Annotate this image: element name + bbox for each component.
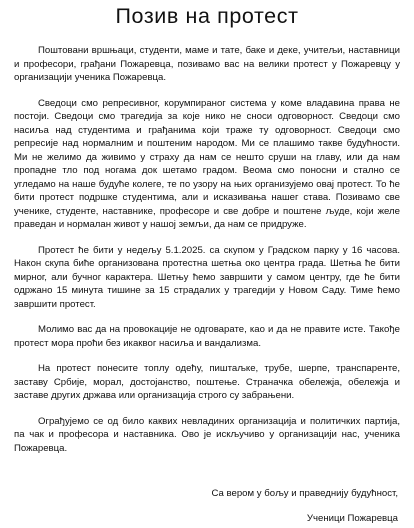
signature: Ученици Пожаревца [306, 513, 398, 524]
paragraph-invitation: Поштовани вршњаци, студенти, маме и тате, баке и деке, учитељи, наставници и професори, грађани Пожаревца, позивамо вас на велики протест у Пожаревцу у организацији ученика Пожаревца. [14, 45, 400, 83]
document-title: Позив на протест [115, 4, 299, 28]
paragraph-disclaimer: Ограђујемо се од било каквих невладиних организација и политичких партија, па чак и професора и наставника. Ово је искључиво у организацији нас, ученика Пожаревца. [14, 415, 400, 454]
paragraph-conduct: Молимо вас да на провокације не одговарате, као и да не правите исте. Такође протест мора проћи без икаквог насиља и вандализма. [14, 324, 400, 349]
paragraph-what-to-bring: На протест понесите топлу одећу, пиштаљке, трубе, шерпе, транспаренте, заставу Србије, морал, достојанство, поштење. Страначка обележја, обележја и заставе других држава или организација строго су забрањени. [14, 363, 400, 401]
paragraph-schedule: Протест ће бити у недељу 5.1.2025. са скупом у Градском парку у 16 часова. Након скупа биће организована протестна шетња око центра града. Шетња ће бити мирног, али бучног карактера. Шетњу ћемо завршити у самом центру, где ће бити одржано 15 минута тишине за 15 страдалих у трагедији у Новом Саду. Тиме ћемо завршити протест. [14, 244, 400, 310]
paragraph-reasons: Сведоци смо репресивног, корумпираног система у коме владавина права не постоји. Сведоци смо трагедија за које нико не сноси одговорност. Сведоци смо насиља над студентима и грађанима који траже ту одговорност. Сведоци смо репресије над нормалним и поштеним народом. Ми се плашимо такве будућности. Ми не желимо да живимо у страху да нам се нешто сруши на главу, или да нам пропадне тло под ногама док шетамо градом. Веома смо поносни и стално се угледамо на наше будуће колеге, те по узору на њих организујемо овај протест. То ће бити протест подршке студентима, али и исказивања нашег става. Позивамо све ученике, студенте, наставнике, професоре и све добре и поштене људе, који желе праведан и нормалан живот у нашој земљи, да нам се придруже. [14, 97, 400, 230]
closing-line: Са вером у бољу и праведнију будућност, [211, 488, 398, 499]
